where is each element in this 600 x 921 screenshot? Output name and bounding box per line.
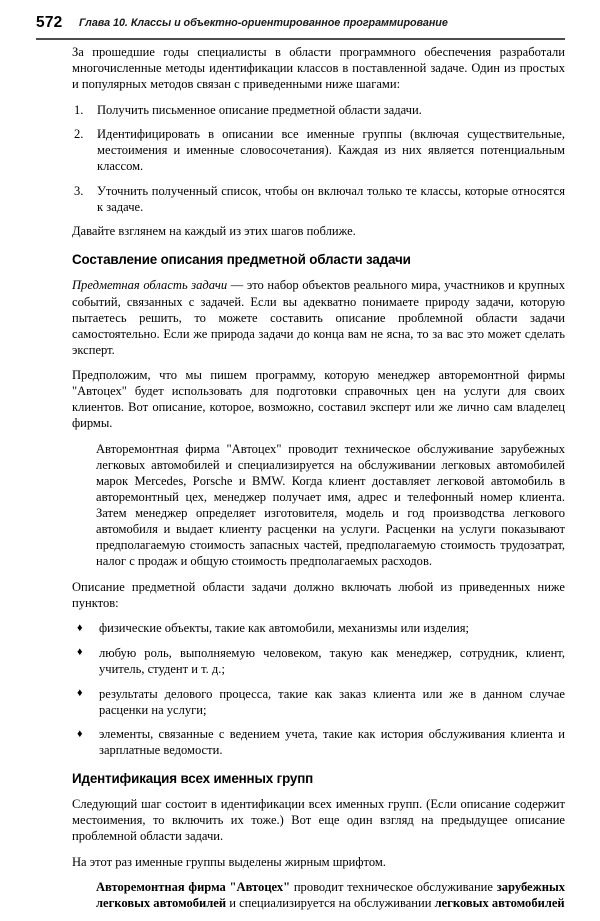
- diamond-bullet-icon: ♦: [77, 727, 83, 740]
- after-steps-paragraph: Давайте взглянем на каждый из этих шагов поближе.: [72, 224, 356, 239]
- blockquote-text: [96, 879, 565, 911]
- section-heading-noun-groups: Идентификация всех именных групп: [72, 771, 314, 787]
- intro-paragraph: За прошедшие годы специалисты в области программного обеспечения разработали многочисленные методы идентификации классов в поставленной задаче. Один из простых и популярных методов связан с приведенными ниже шагами:: [72, 45, 565, 92]
- list-item: [72, 686, 565, 718]
- suppose-paragraph: Предположим, что мы пишем программу, которую менеджер авторемонтной фирмы "Автоцех" будет использовать для подготовки справочных цен на услуги для своих клиентов. Вот описание, которое, возможно, составил эксперт или же лично сам владелец фирмы.: [72, 368, 565, 431]
- noun-group-3: легковых автомобилей: [434, 896, 565, 911]
- text-column: [72, 44, 565, 921]
- blockquote-problem-description: [72, 441, 565, 569]
- list-item-text: результаты делового процесса, такие как заказ клиента или же в данном случае расценки на услуги;: [99, 686, 565, 717]
- definition-term: Предметная область задачи: [72, 278, 228, 293]
- header-rule: [36, 38, 565, 40]
- list-item-text: Идентифицировать в описании все именные группы (включая существительные, местоимения и именные словосочетания). Каждая из них является потенциальным классом.: [97, 127, 565, 174]
- noun-group-1: Авторемонтная фирма "Автоцех": [96, 880, 291, 895]
- blockquote-highlighted-description: [72, 879, 565, 911]
- list-item: [72, 645, 565, 677]
- list-item-text: Получить письменное описание предметной области задачи.: [97, 102, 422, 117]
- list-item: [72, 726, 565, 758]
- list-item: [72, 126, 565, 174]
- next-step-paragraph: Следующий шаг состоит в идентификации всех именных групп. (Если описание содержит местоимения, то включить их тоже.) Вот еще один взгляд на предыдущее описание проблемной области задачи.: [72, 797, 565, 844]
- diamond-bullet-icon: ♦: [77, 621, 83, 634]
- running-head: [0, 14, 600, 40]
- list-item: [72, 620, 565, 636]
- description-intro-paragraph: Описание предметной области задачи должно включать любой из приведенных ниже пунктов:: [72, 579, 565, 610]
- list-item: [72, 183, 565, 215]
- noun-group-2: зарубежных легковых автомобилей: [96, 880, 566, 911]
- definition-rest: — это набор объектов реального мира, участников и крупных событий, связанных с задачей. Если вы адекватно понимаете природу задачи, которую пытаетесь решить, то можете составить описание проблемной области задачи самостоятельно. Если же природа задачи до конца вам не ясна, то за вас это может сделать эксперт.: [72, 278, 565, 357]
- page-number: 572: [36, 14, 63, 31]
- connector-1: проводит техническое обслуживание: [290, 880, 497, 895]
- list-item-text: Уточнить полученный список, чтобы он включал только те классы, которые относятся к задаче.: [97, 183, 565, 214]
- list-item-number: 1.: [74, 102, 84, 117]
- blockquote-text: Авторемонтная фирма "Автоцех" проводит техническое обслуживание зарубежных легковых автомобилей и специализируется на обслуживании легковых автомобилей марок Mercedes, Porsche и BMW. Когда клиент доставляет легковой автомобиль в авторемонтный цех, менеджер получает имя, адрес и телефонный номер клиента. Затем менеджер определяет изготовителя, модель и год производства легкового автомобиля и выдает клиенту расценки на услуги. Расценки на услуги показывают предполагаемую стоимость запасных частей, предполагаемую стоимость трудозатрат, налог с продаж и общую стоимость предполагаемых расходов.: [96, 441, 565, 569]
- list-item-text: любую роль, выполняемую человеком, такую как менеджер, сотрудник, клиент, учитель, студент и т. д.;: [99, 645, 565, 676]
- bold-note-paragraph: На этот раз именные группы выделены жирным шрифтом.: [72, 854, 386, 869]
- diamond-bullet-icon: ♦: [77, 646, 83, 659]
- list-item-number: 2.: [74, 127, 84, 142]
- connector-2: и специализируется на обслуживании: [226, 896, 435, 911]
- list-item-number: 3.: [74, 183, 84, 198]
- list-item-text: элементы, связанные с ведением учета, такие как история обслуживания клиента и зарплатные ведомости.: [99, 727, 565, 758]
- list-item: [72, 102, 565, 118]
- diamond-bullet-icon: ♦: [77, 687, 83, 699]
- numbered-step-list: [72, 102, 565, 215]
- chapter-title: Глава 10. Классы и объектно-ориентированное программирование: [79, 17, 448, 29]
- definition-paragraph: [72, 277, 565, 357]
- bullet-list: [72, 620, 565, 758]
- section-heading-problem-domain: Составление описания предметной области задачи: [72, 252, 411, 268]
- list-item-text: физические объекты, такие как автомобили, механизмы или изделия;: [99, 621, 470, 636]
